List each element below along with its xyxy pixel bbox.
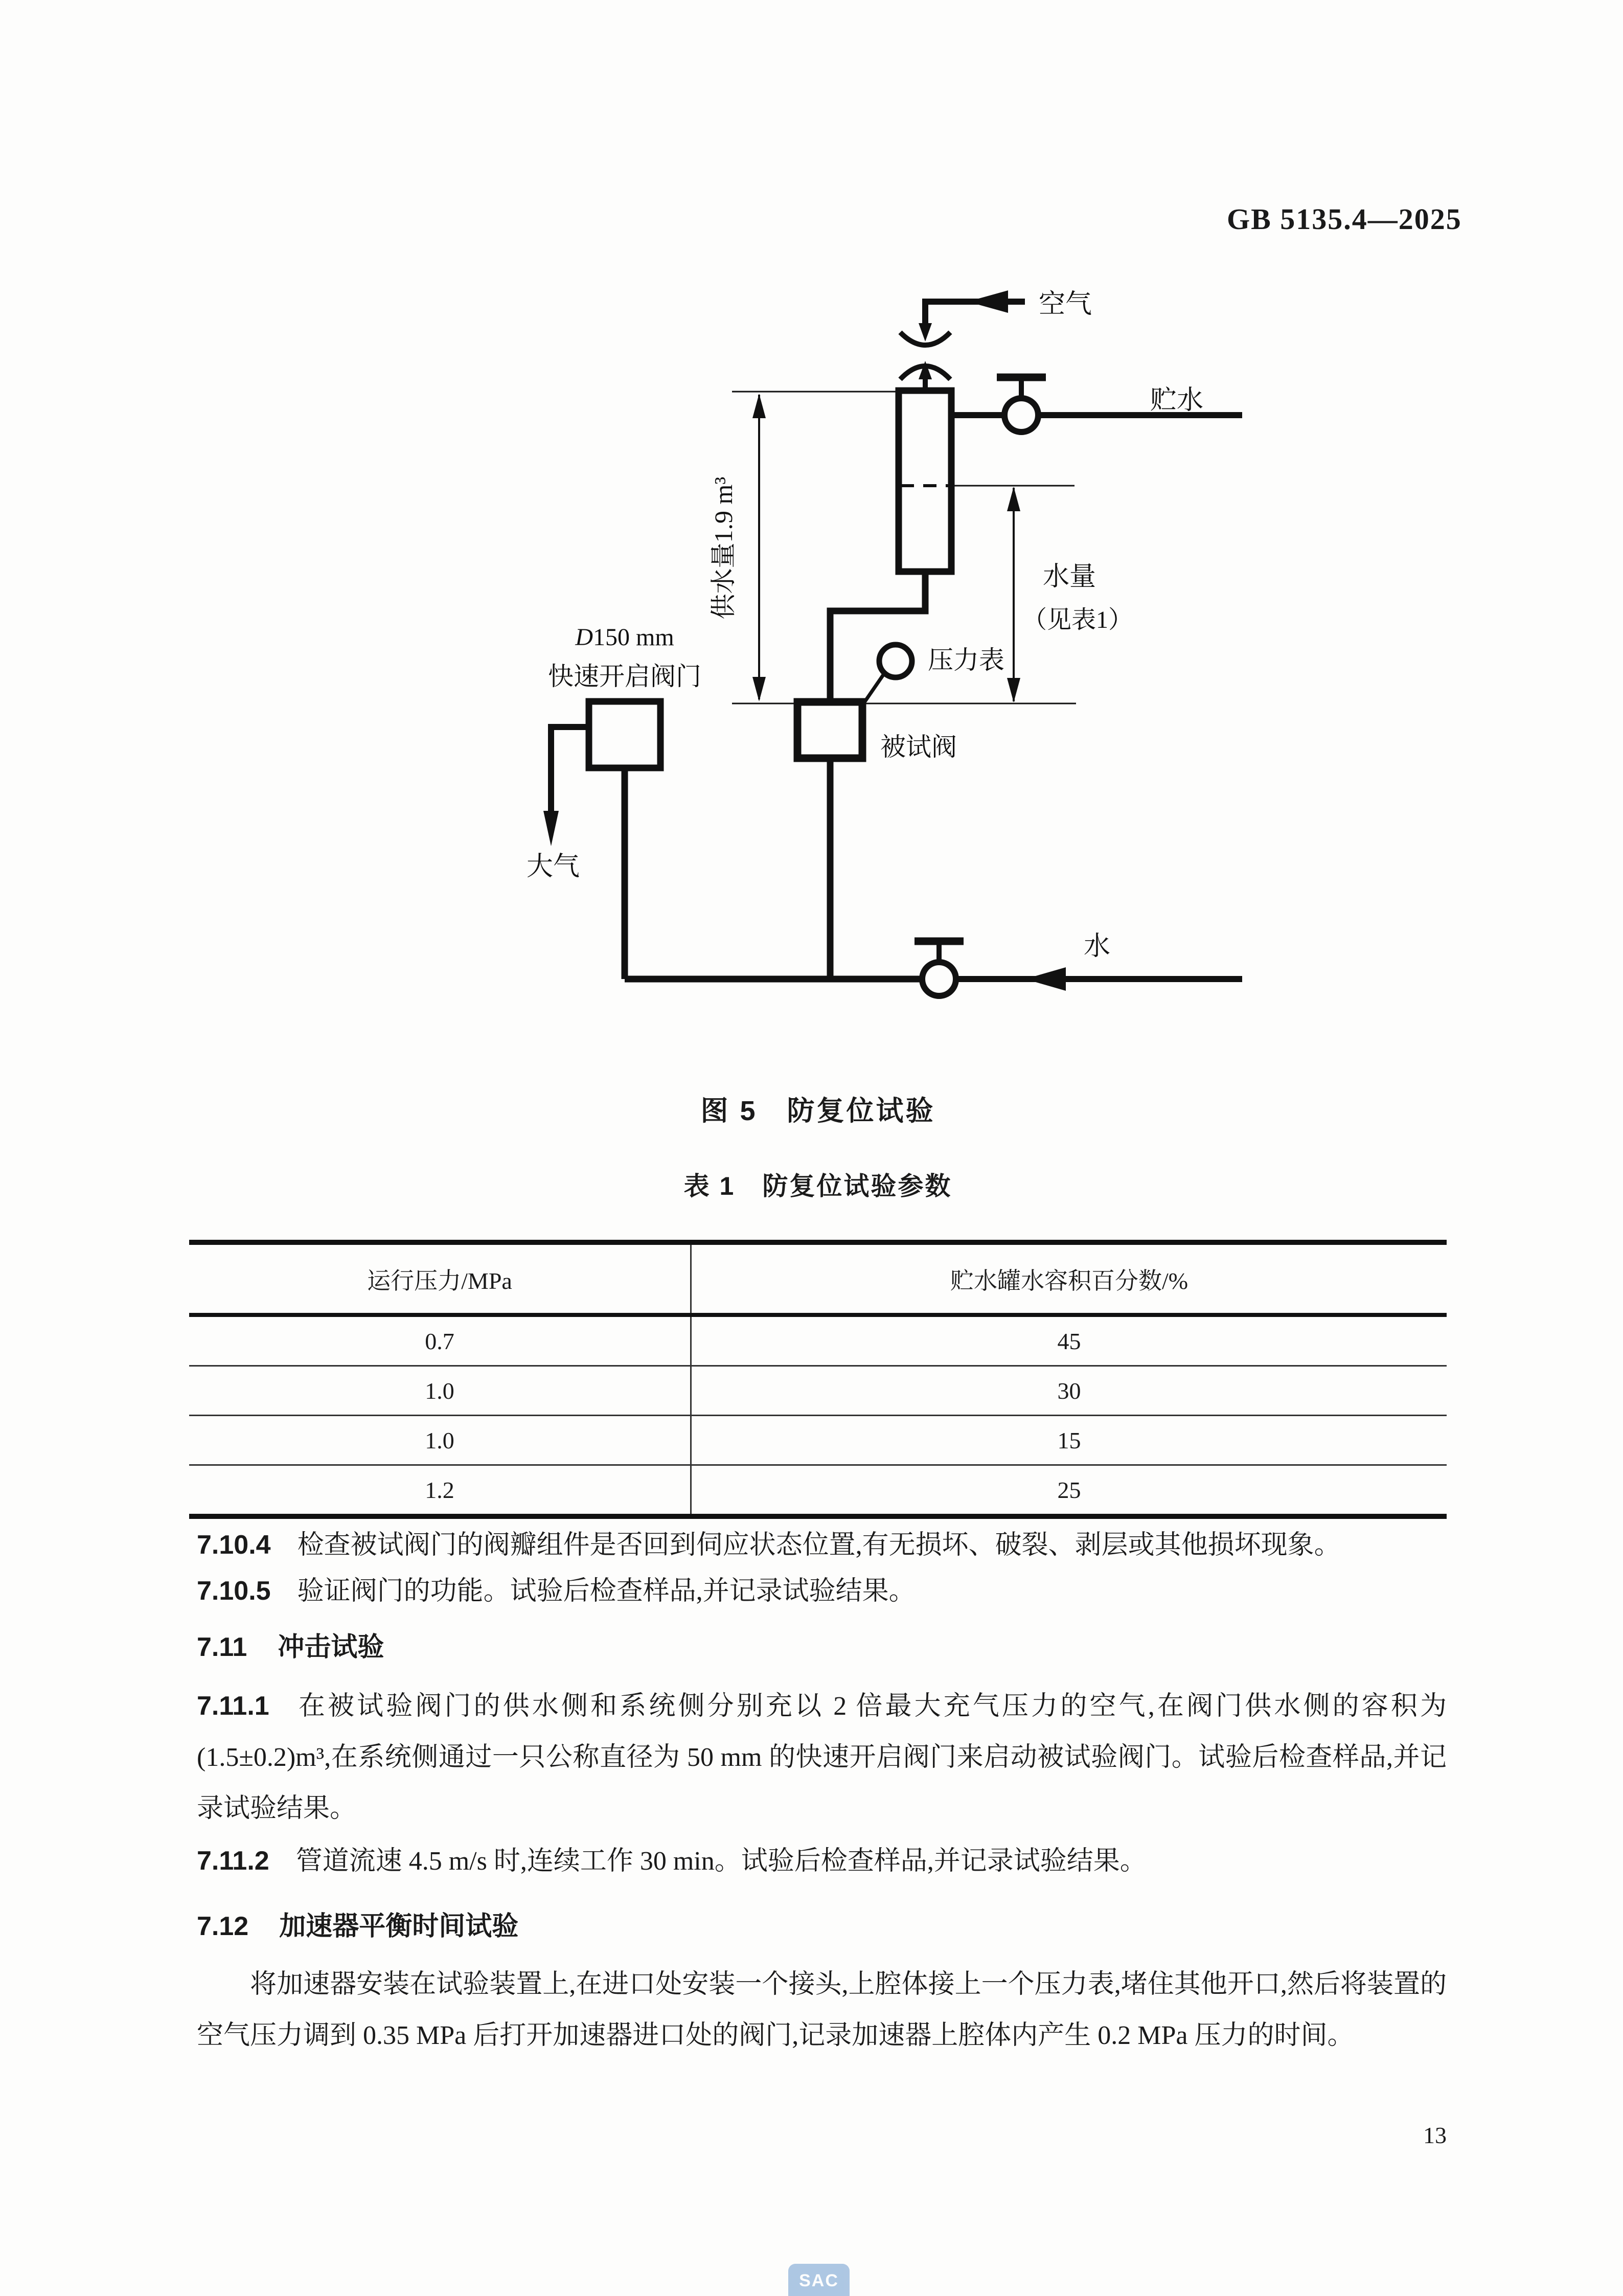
supply-tank	[899, 391, 951, 572]
air-inlet-pipe	[925, 290, 1025, 323]
supply-volume-dimension	[732, 392, 899, 701]
clause-number: 7.11.2	[197, 1846, 269, 1876]
air-label: 空气	[1039, 290, 1092, 319]
table-cell-pressure: 0.7	[189, 1317, 692, 1365]
table-cell-volume: 15	[1057, 1427, 1081, 1453]
heading-number: 7.12	[197, 1912, 249, 1941]
figure-caption: 图 5 防复位试验	[700, 1096, 935, 1126]
clause-text: 管道流速 4.5 m/s 时,连续工作 30 min。试验后检查样品,并记录试验结果。	[295, 1847, 1147, 1876]
heading-number: 7.11	[197, 1632, 247, 1662]
stored-water-label: 贮水	[1150, 386, 1204, 415]
table-header-volume: 贮水罐水容积百分数/%	[950, 1267, 1188, 1294]
air-arrow-icon	[968, 290, 1008, 313]
paragraph-7-12	[197, 1959, 1447, 2061]
water-volume-label-line2: （见表1）	[1022, 606, 1133, 633]
clause-text: 验证阀门的功能。试验后检查样品,并记录试验结果。	[297, 1577, 916, 1606]
heading-7-11	[197, 1622, 1447, 1673]
sac-watermark: SAC	[788, 2264, 850, 2296]
water-inlet-valve-icon	[922, 962, 956, 996]
table-row	[189, 1416, 1447, 1466]
water-label: 水	[1084, 932, 1111, 961]
table-row	[189, 1317, 1447, 1367]
table-row	[189, 1466, 1447, 1514]
table-header-pressure: 运行压力/MPa	[189, 1245, 692, 1313]
quick-open-valve-label: 快速开启阀门	[548, 662, 701, 691]
table-cell-volume: 25	[1057, 1476, 1081, 1503]
table-cell-pressure: 1.2	[189, 1466, 692, 1514]
pressure-gauge-icon	[879, 645, 912, 677]
table-title: 表 1 防复位试验参数	[683, 1172, 952, 1200]
heading-text: 加速器平衡时间试验	[279, 1912, 519, 1941]
table-cell-volume: 30	[1057, 1377, 1081, 1404]
standard-code: GB 5135.4—2025	[1227, 202, 1462, 236]
table-1	[189, 1240, 1447, 1519]
heading-7-12	[197, 1901, 1447, 1952]
table-cell-pressure: 1.0	[189, 1367, 692, 1415]
clause-number: 7.10.5	[197, 1576, 271, 1606]
clause-7-11-2	[197, 1835, 1447, 1887]
water-arrow-icon	[1025, 967, 1066, 991]
clause-text: 在被试验阀门的供水侧和系统侧分别充以 2 倍最大充气压力的空气,在阀门供水侧的容积为(1.5±0.2)m³,在系统侧通过一只公称直径为 50 mm 的快速开启阀门来启动被试验阀门。试验后检查样品,并记录试验结果。	[197, 1692, 1447, 1823]
pressure-gauge	[864, 645, 912, 703]
table-cell-volume: 45	[1057, 1328, 1081, 1354]
test-valve-box	[797, 702, 862, 758]
clause-number: 7.11.1	[197, 1691, 269, 1721]
water-volume-dimension	[1007, 487, 1020, 702]
supply-volume-label: 供水量1.9 m³	[709, 476, 738, 620]
heading-text: 冲击试验	[278, 1632, 384, 1662]
clause-text: 检查被试阀门的阀瓣组件是否回到伺应状态位置,有无损坏、破裂、剥层或其他损坏现象。	[297, 1531, 1341, 1560]
air-gap-symbol	[900, 323, 950, 392]
test-valve-label: 被试阀	[880, 733, 957, 761]
quick-open-valve	[543, 701, 660, 979]
figure-5-diagram	[511, 276, 1252, 1017]
valve-diameter-label: D150 mm	[575, 624, 674, 651]
table-header-row	[189, 1245, 1447, 1317]
clause-7-10-4	[197, 1519, 1447, 1571]
page-number: 13	[1423, 2122, 1447, 2148]
bottom-pipe	[625, 941, 1242, 996]
pressure-gauge-label: 压力表	[928, 646, 1004, 674]
clause-number: 7.10.4	[197, 1530, 271, 1560]
table-row	[189, 1367, 1447, 1416]
clause-7-11-1	[197, 1680, 1447, 1834]
table-cell-pressure: 1.0	[189, 1416, 692, 1464]
atmosphere-label: 大气	[526, 852, 580, 881]
water-volume-label-line1: 水量	[1043, 562, 1096, 592]
paragraph-text: 将加速器安装在试验装置上,在进口处安装一个接头,上腔体接上一个压力表,堵住其他开口,然后将装置的空气压力调到 0.35 MPa 后打开加速器进口处的阀门,记录加速器上腔体内产生 0.2 MPa 压力的时间。	[197, 1970, 1447, 2050]
atmosphere-arrow-icon	[543, 811, 559, 846]
stored-water-valve-icon	[1004, 398, 1038, 432]
clause-7-10-5	[197, 1565, 1447, 1617]
